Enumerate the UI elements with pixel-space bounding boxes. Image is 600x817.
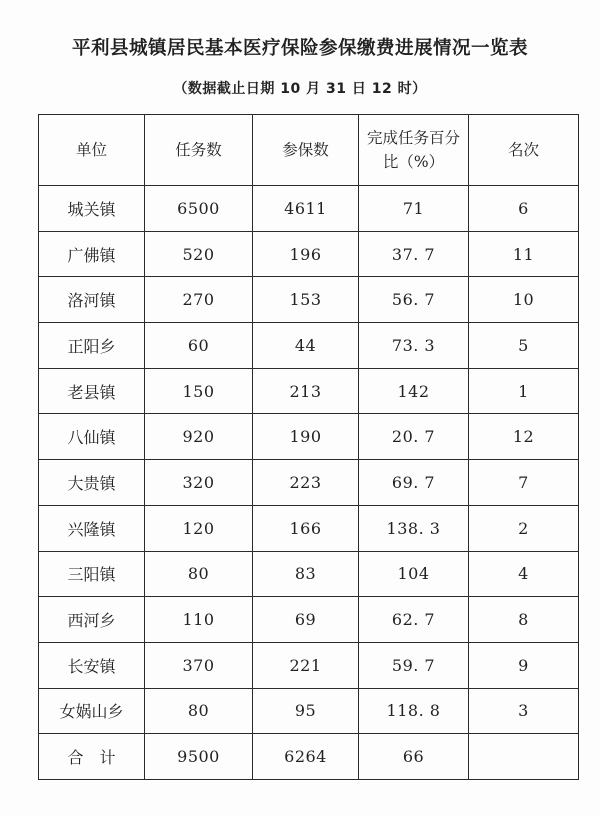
cell-insured: 153 xyxy=(253,277,359,323)
cell-tasks: 370 xyxy=(145,642,253,688)
table-row xyxy=(39,460,579,506)
header-percent xyxy=(359,115,469,186)
cell-rank: 4 xyxy=(469,551,579,597)
cell-insured: 190 xyxy=(253,414,359,460)
cell-unit: 西河乡 xyxy=(39,597,145,643)
cell-tasks: 6500 xyxy=(145,186,253,232)
table-row xyxy=(39,277,579,323)
header-insured: 参保数 xyxy=(253,115,359,186)
cell-rank: 1 xyxy=(469,368,579,414)
cell-percent: 69. 7 xyxy=(359,460,469,506)
cell-percent: 73. 3 xyxy=(359,323,469,369)
cell-percent: 62. 7 xyxy=(359,597,469,643)
cell-rank: 12 xyxy=(469,414,579,460)
cell-unit: 三阳镇 xyxy=(39,551,145,597)
cell-tasks: 110 xyxy=(145,597,253,643)
table-total-row xyxy=(39,734,579,780)
cell-rank: 9 xyxy=(469,642,579,688)
cell-percent: 138. 3 xyxy=(359,505,469,551)
table-row xyxy=(39,642,579,688)
header-percent-label: 完成任务百分比（%） xyxy=(366,129,460,171)
table-row xyxy=(39,186,579,232)
table-row xyxy=(39,597,579,643)
table-row xyxy=(39,414,579,460)
cell-percent: 59. 7 xyxy=(359,642,469,688)
cell-insured: 69 xyxy=(253,597,359,643)
cell-insured: 166 xyxy=(253,505,359,551)
cell-insured: 196 xyxy=(253,231,359,277)
cell-unit: 兴隆镇 xyxy=(39,505,145,551)
total-percent: 66 xyxy=(359,734,469,780)
total-rank xyxy=(469,734,579,780)
cell-percent: 37. 7 xyxy=(359,231,469,277)
cell-rank: 5 xyxy=(469,323,579,369)
document-subtitle: （数据截止日期 10 月 31 日 12 时） xyxy=(173,81,427,97)
cell-insured: 213 xyxy=(253,368,359,414)
cell-tasks: 120 xyxy=(145,505,253,551)
header-rank: 名次 xyxy=(469,115,579,186)
cell-tasks: 920 xyxy=(145,414,253,460)
cell-insured: 44 xyxy=(253,323,359,369)
cell-percent: 118. 8 xyxy=(359,688,469,734)
table-row xyxy=(39,551,579,597)
header-unit: 单位 xyxy=(39,115,145,186)
table-row xyxy=(39,688,579,734)
cell-tasks: 520 xyxy=(145,231,253,277)
cell-unit: 大贵镇 xyxy=(39,460,145,506)
cell-unit: 洛河镇 xyxy=(39,277,145,323)
cell-insured: 83 xyxy=(253,551,359,597)
cell-tasks: 80 xyxy=(145,551,253,597)
cell-tasks: 60 xyxy=(145,323,253,369)
cell-rank: 6 xyxy=(469,186,579,232)
table-header-row xyxy=(39,115,579,186)
cell-insured: 4611 xyxy=(253,186,359,232)
cell-tasks: 270 xyxy=(145,277,253,323)
cell-rank: 2 xyxy=(469,505,579,551)
cell-percent: 71 xyxy=(359,186,469,232)
cell-tasks: 320 xyxy=(145,460,253,506)
cell-unit: 正阳乡 xyxy=(39,323,145,369)
cell-percent: 142 xyxy=(359,368,469,414)
cell-tasks: 80 xyxy=(145,688,253,734)
cell-insured: 223 xyxy=(253,460,359,506)
table-row xyxy=(39,368,579,414)
cell-unit: 城关镇 xyxy=(39,186,145,232)
table-row xyxy=(39,323,579,369)
cell-percent: 20. 7 xyxy=(359,414,469,460)
total-tasks: 9500 xyxy=(145,734,253,780)
cell-unit: 广佛镇 xyxy=(39,231,145,277)
cell-unit: 长安镇 xyxy=(39,642,145,688)
header-tasks: 任务数 xyxy=(145,115,253,186)
cell-rank: 11 xyxy=(469,231,579,277)
document-title: 平利县城镇居民基本医疗保险参保缴费进展情况一览表 xyxy=(71,38,528,59)
cell-percent: 104 xyxy=(359,551,469,597)
cell-rank: 7 xyxy=(469,460,579,506)
total-insured: 6264 xyxy=(253,734,359,780)
cell-rank: 8 xyxy=(469,597,579,643)
table-row xyxy=(39,505,579,551)
cell-percent: 56. 7 xyxy=(359,277,469,323)
cell-unit: 女娲山乡 xyxy=(39,688,145,734)
cell-unit: 八仙镇 xyxy=(39,414,145,460)
enrollment-table xyxy=(38,114,579,780)
total-label: 合 计 xyxy=(39,734,145,780)
cell-rank: 3 xyxy=(469,688,579,734)
cell-insured: 95 xyxy=(253,688,359,734)
cell-insured: 221 xyxy=(253,642,359,688)
cell-unit: 老县镇 xyxy=(39,368,145,414)
table-row xyxy=(39,231,579,277)
cell-rank: 10 xyxy=(469,277,579,323)
cell-tasks: 150 xyxy=(145,368,253,414)
